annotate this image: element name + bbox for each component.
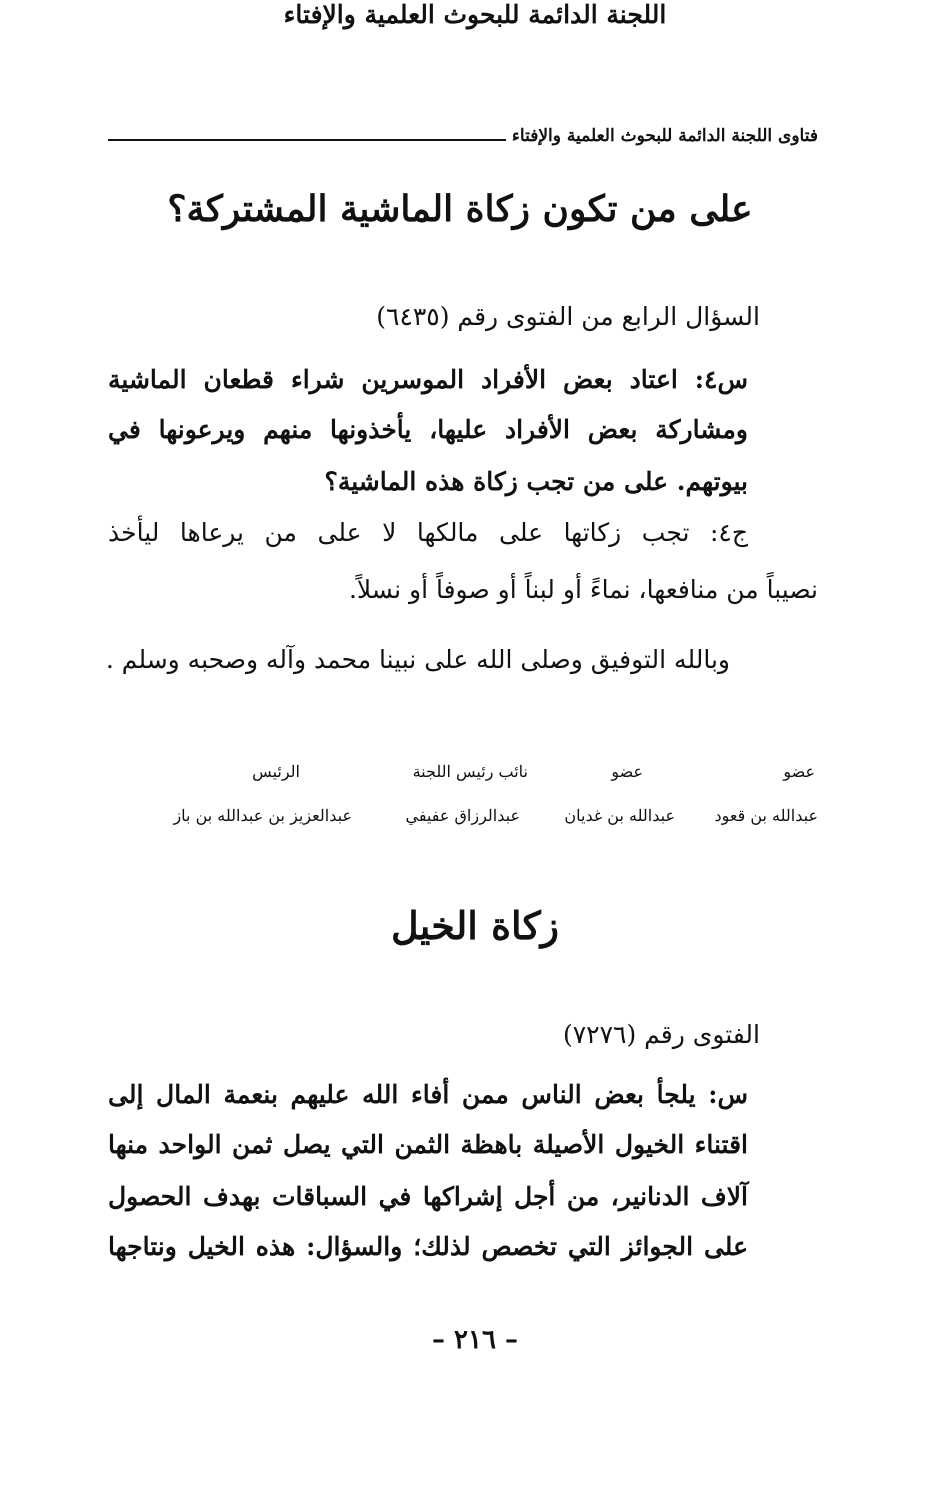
- running-head-title: فتاوى اللجنة الدائمة للبحوث العلمية والإفتاء: [511, 126, 818, 146]
- question-line: آلاف الدنانير، من أجل إشراكها في السباقات بهدف الحصول: [108, 1182, 748, 1211]
- answer-line: ج٤: تجب زكاتها على مالكها لا على من يرعاها ليأخذ: [108, 518, 748, 547]
- fatwa-reference: الفتوى رقم (٧٢٧٦): [562, 1020, 760, 1049]
- fatwa-reference: السؤال الرابع من الفتوى رقم (٦٤٣٥): [376, 302, 760, 331]
- signatory-title: الرئيس: [252, 762, 300, 781]
- signatory-title: عضو: [783, 762, 815, 781]
- page-number: – ٢١٦ –: [431, 1325, 519, 1355]
- section-title-livestock: على من تكون زكاة الماشية المشتركة؟: [167, 188, 753, 230]
- committee-name: اللجنة الدائمة للبحوث العلمية والإفتاء: [283, 0, 667, 29]
- signatory-name: عبدالعزيز بن عبدالله بن باز: [173, 806, 352, 825]
- section-title-horses: زكاة الخيل: [390, 903, 560, 948]
- signatory-title: نائب رئيس اللجنة: [412, 762, 528, 781]
- question-line: س: يلجأ بعض الناس ممن أفاء الله عليهم بنعمة المال إلى: [108, 1080, 748, 1109]
- answer-line: نصيباً من منافعها، نماءً أو لبناً أو صوفاً أو نسلاً.: [348, 575, 818, 604]
- signatory-name: عبدالله بن قعود: [714, 806, 818, 825]
- question-line: بيوتهم. على من تجب زكاة هذه الماشية؟: [324, 467, 748, 496]
- signatory-title: عضو: [611, 762, 643, 781]
- signatory-name: عبدالرزاق عفيفي: [405, 806, 520, 825]
- running-head: [108, 118, 818, 146]
- closing-prayer: وبالله التوفيق وصلى الله على نبينا محمد وآله وصحبه وسلم .: [105, 645, 730, 674]
- question-line: س٤: اعتاد بعض الأفراد الموسرين شراء قطعان الماشية: [108, 365, 748, 394]
- question-line: على الجوائز التي تخصص لذلك؛ والسؤال: هذه الخيل ونتاجها: [108, 1232, 748, 1261]
- running-head-rule: [108, 139, 506, 141]
- signatory-name: عبدالله بن غديان: [564, 806, 675, 825]
- question-line: اقتناء الخيول الأصيلة باهظة الثمن التي يصل ثمن الواحد منها: [108, 1130, 748, 1159]
- question-line: ومشاركة بعض الأفراد عليها، يأخذونها منهم ويرعونها في: [108, 415, 748, 444]
